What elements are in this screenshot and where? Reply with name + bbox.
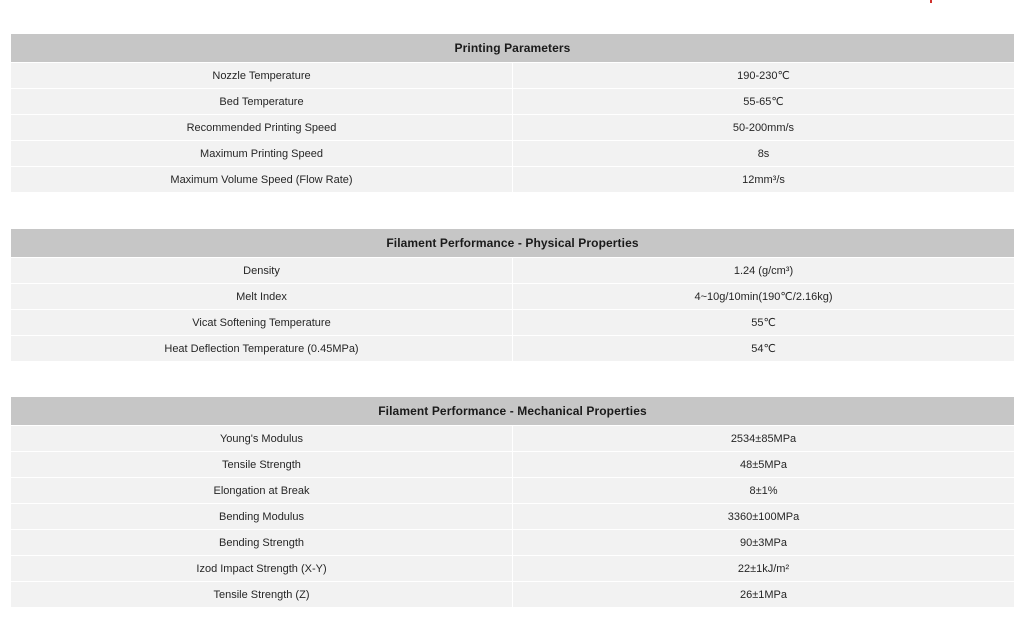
table-row xyxy=(11,62,1014,88)
table-row xyxy=(11,309,1014,335)
property-value: 54℃ xyxy=(751,343,776,355)
property-value: 55℃ xyxy=(751,317,776,329)
table-row xyxy=(11,88,1014,114)
property-label: Izod Impact Strength (X-Y) xyxy=(11,556,513,581)
table-row xyxy=(11,451,1014,477)
property-value: 8s xyxy=(757,147,770,160)
property-value: 22±1kJ/m² xyxy=(737,562,790,575)
table-row xyxy=(11,529,1014,555)
property-label: Elongation at Break xyxy=(11,478,513,503)
table-row xyxy=(11,140,1014,166)
property-label: Tensile Strength xyxy=(11,452,513,477)
property-label: Bending Strength xyxy=(11,530,513,555)
property-label: Density xyxy=(11,258,513,283)
property-value: 55-65℃ xyxy=(743,96,784,108)
property-label: Melt Index xyxy=(11,284,513,309)
physical-properties-table xyxy=(11,229,1014,361)
property-value: 3360±100MPa xyxy=(727,510,800,523)
property-label: Bending Modulus xyxy=(11,504,513,529)
table-row xyxy=(11,283,1014,309)
property-label: Heat Deflection Temperature (0.45MPa) xyxy=(11,336,513,361)
printing-parameters-table xyxy=(11,34,1014,192)
property-value: 1.24 (g/cm³) xyxy=(733,264,794,277)
table-row xyxy=(11,555,1014,581)
property-value: 4~10g/10min(190℃/2.16kg) xyxy=(694,291,833,303)
table-row xyxy=(11,425,1014,451)
property-value: 48±5MPa xyxy=(739,458,787,471)
property-value: 12mm³/s xyxy=(742,173,785,186)
property-label: Tensile Strength (Z) xyxy=(11,582,513,607)
table-title: Printing Parameters xyxy=(11,34,1014,62)
mechanical-properties-table xyxy=(11,397,1014,607)
property-label: Young's Modulus xyxy=(11,426,513,451)
property-value: 2534±85MPa xyxy=(730,432,797,445)
table-title: Filament Performance - Mechanical Properties xyxy=(11,397,1014,425)
property-label: Maximum Volume Speed (Flow Rate) xyxy=(11,167,513,192)
property-label: Recommended Printing Speed xyxy=(11,115,513,140)
property-value: 26±1MPa xyxy=(739,588,787,601)
property-label: Nozzle Temperature xyxy=(11,63,513,88)
table-row xyxy=(11,503,1014,529)
property-value: 8±1% xyxy=(749,484,778,497)
table-row xyxy=(11,114,1014,140)
property-label: Vicat Softening Temperature xyxy=(11,310,513,335)
table-row xyxy=(11,477,1014,503)
property-value: 90±3MPa xyxy=(739,536,787,549)
table-row xyxy=(11,581,1014,607)
table-row xyxy=(11,257,1014,283)
table-row xyxy=(11,335,1014,361)
table-title: Filament Performance - Physical Properties xyxy=(11,229,1014,257)
property-value: 50-200mm/s xyxy=(732,121,795,134)
property-label: Maximum Printing Speed xyxy=(11,141,513,166)
table-row xyxy=(11,166,1014,192)
property-label: Bed Temperature xyxy=(11,89,513,114)
accent-mark xyxy=(930,0,932,3)
property-value: 190-230℃ xyxy=(737,70,790,82)
